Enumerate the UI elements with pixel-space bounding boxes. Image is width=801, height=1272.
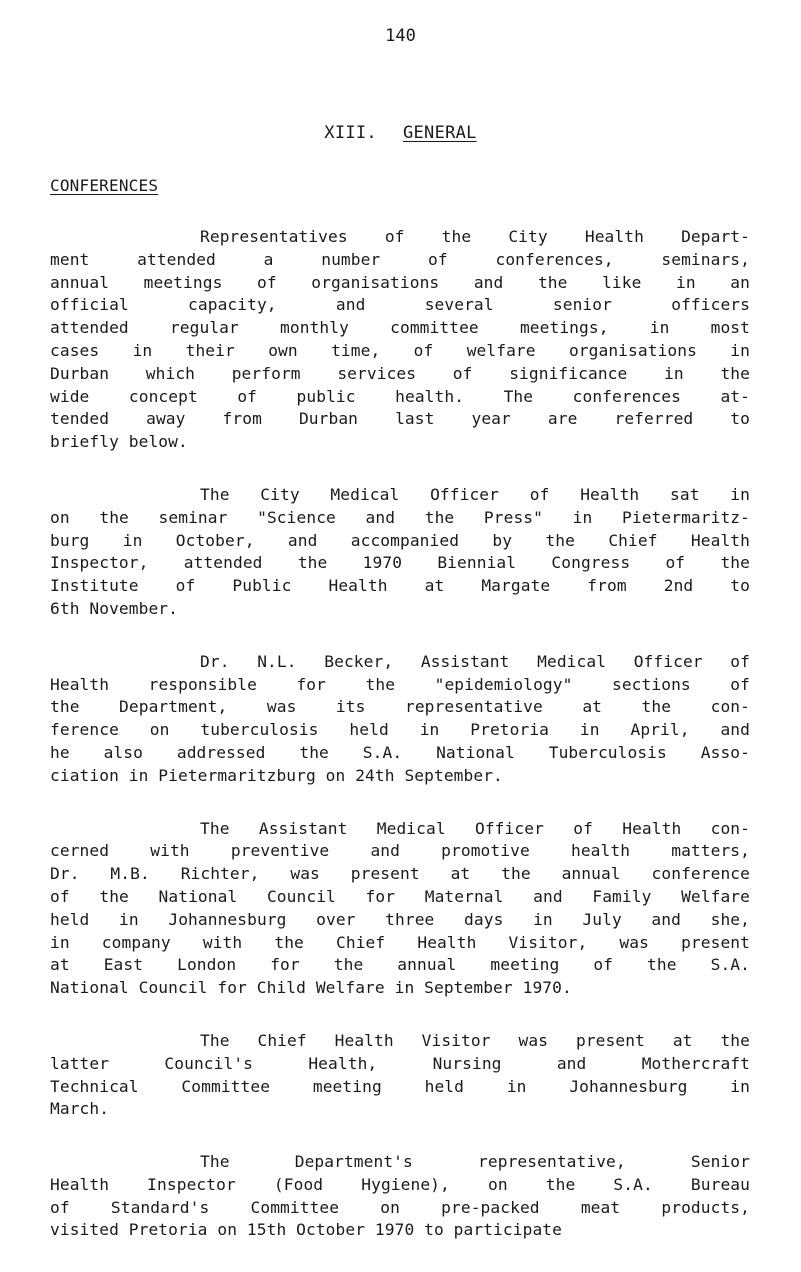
text-line: visited Pretoria on 15th October 1970 to participate bbox=[50, 1220, 562, 1240]
text-line: Representatives of the City Health Depart- bbox=[200, 227, 750, 246]
text-line: Dr. M.B. Richter, was present at the annual conference bbox=[50, 864, 750, 884]
section-numeral: XIII. bbox=[324, 123, 377, 143]
subheading-conferences: CONFERENCES bbox=[50, 176, 159, 195]
text-line: annual meetings of organisations and the like in an bbox=[50, 272, 750, 292]
section-title-text: GENERAL bbox=[402, 123, 477, 143]
paragraph bbox=[50, 818, 750, 1000]
text-line: of the National Council for Maternal and Family Welfare bbox=[50, 886, 750, 906]
text-line: Technical Committee meeting held in Johannesburg in bbox=[50, 1076, 750, 1096]
text-line: National Council for Child Welfare in September 1970. bbox=[50, 978, 572, 998]
text-line: The Assistant Medical Officer of Health con- bbox=[200, 818, 750, 838]
text-line: held in Johannesburg over three days in July and she, bbox=[50, 909, 750, 929]
text-line: The Chief Health Visitor was present at the bbox=[200, 1030, 750, 1050]
text-line: he also addressed the S.A. National Tuberculosis Asso- bbox=[50, 742, 750, 762]
text-line: on the seminar "Science and the Press" in Pietermaritz- bbox=[50, 507, 750, 527]
text-line: ciation in Pietermaritzburg on 24th September. bbox=[50, 765, 503, 785]
text-line: at East London for the annual meeting of the S.A. bbox=[50, 955, 750, 975]
text-line: attended regular monthly committee meetings, in most bbox=[50, 318, 750, 338]
text-line: the Department, was its representative at the con- bbox=[50, 697, 750, 717]
text-line: Health Inspector (Food Hygiene), on the S.A. Bureau bbox=[50, 1174, 750, 1194]
text-line: The City Medical Officer of Health sat in bbox=[200, 484, 750, 504]
document-body bbox=[50, 226, 750, 1272]
text-line: latter Council's Health, Nursing and Mothercraft bbox=[50, 1053, 750, 1073]
text-line: Inspector, attended the 1970 Biennial Congress of the bbox=[50, 553, 750, 573]
text-line: March. bbox=[50, 1099, 110, 1119]
paragraph bbox=[50, 226, 750, 454]
text-line: ment attended a number of conferences, seminars, bbox=[50, 249, 750, 269]
text-line: Dr. N.L. Becker, Assistant Medical Officer of bbox=[200, 651, 750, 671]
text-line: cases in their own time, of welfare organisations in bbox=[50, 340, 750, 360]
text-line: burg in October, and accompanied by the Chief Health bbox=[50, 530, 750, 550]
text-line: Health responsible for the "epidemiology" sections of bbox=[50, 674, 750, 694]
text-line: official capacity, and several senior officers bbox=[50, 295, 750, 315]
text-line: briefly below. bbox=[50, 432, 188, 452]
paragraph bbox=[50, 1030, 750, 1121]
paragraph bbox=[50, 1151, 750, 1242]
paragraph bbox=[50, 484, 750, 621]
text-line: tended away from Durban last year are referred to bbox=[50, 409, 750, 429]
section-title bbox=[0, 123, 801, 143]
text-line: 6th November. bbox=[50, 598, 178, 618]
text-line: The Department's representative, Senior bbox=[200, 1152, 750, 1172]
page-number: 140 bbox=[385, 26, 416, 46]
text-line: Institute of Public Health at Margate from 2nd to bbox=[50, 576, 750, 596]
text-line: cerned with preventive and promotive health matters, bbox=[50, 841, 750, 861]
paragraph bbox=[50, 651, 750, 788]
text-line: of Standard's Committee on pre-packed meat products, bbox=[50, 1197, 750, 1217]
text-line: in company with the Chief Health Visitor, was present bbox=[50, 932, 750, 952]
text-line: wide concept of public health. The conferences at- bbox=[50, 386, 750, 406]
text-line: Durban which perform services of significance in the bbox=[50, 363, 750, 383]
text-line: ference on tuberculosis held in Pretoria in April, and bbox=[50, 720, 750, 740]
